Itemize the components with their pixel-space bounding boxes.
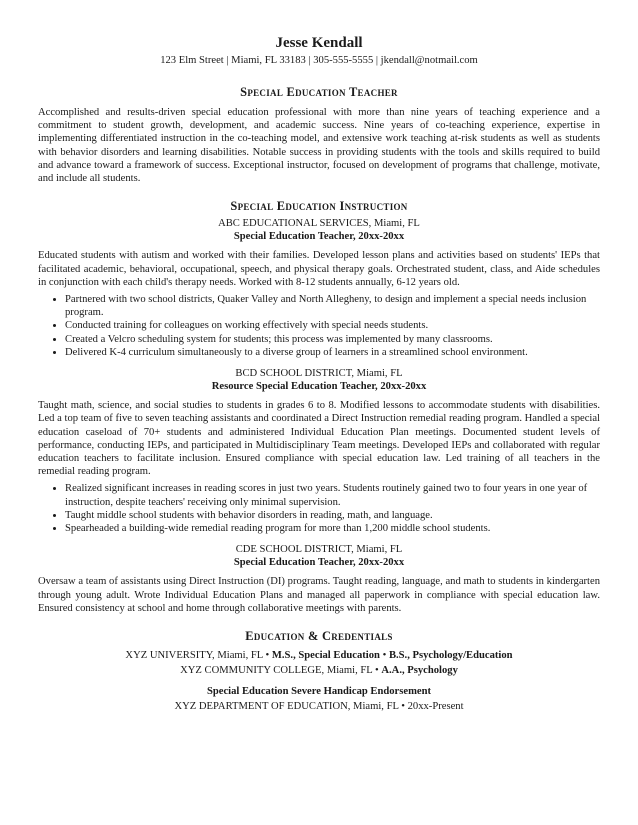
certification-issuer: XYZ DEPARTMENT OF EDUCATION, Miami, FL [174,700,399,712]
candidate-name: Jesse Kendall [275,35,363,51]
job-achievements-list [38,482,600,535]
job-employer: CDE SCHOOL DISTRICT, Miami, FL [235,544,403,556]
degree: A.A., Psychology [381,665,458,677]
list-item: • Realized significant increases in reading scores in just two years. Students routinely gained two to four years in one year of instruction, despite teachers' receiving only minimal supervision. [65,482,600,508]
list-item: • Conducted training for colleagues on working effectively with special needs students. [65,319,600,332]
job-entry-1 [38,218,600,359]
job-role: Special Education Teacher, 20xx-20xx [233,230,405,242]
job-description: Oversaw a team of assistants using Direct Instruction (DI) programs. Taught reading, language, and math to students in kindergarten through young adult. Wrote Individual Education Plans and managed all paperwork in compliance with special education law. Ensured consistency at school and home through collaborative meetings with parents. [38,576,600,614]
job-description: Educated students with autism and worked with their families. Developed lesson plans and activities based on students' IEPs that facilitated academic, behavioral, occupational, speech, and physical therapy goals. Orchestrated student, class, and Aide schedules in conjunction with each child's therapy needs. Worked with 8-12 students annually, 6-12 years old. [38,250,600,288]
bullet-separator: • [265,650,270,662]
job-entry-2 [38,368,600,535]
list-item: • Spearheaded a building-wide remedial reading program for more than 1,200 middle school students. [65,522,600,535]
bullet-separator: • [401,700,405,712]
bullet-separator: • [382,650,387,662]
professional-summary: Accomplished and results-driven special education professional with more than nine years of teaching experience and a commitment to student growth, development, and academic success. Nine years of co-teaching experience, expertise in implementing differentiated instruction in the co-teaching model, and extensive work teaching at-risk students as well as students with behavior disorders and learning disabilities. Notable success in providing students with the tools and skills required to build and advance toward a framework of success. Exceptional instructor, focused on development of programs that challenge, motivate, and include all students. [38,107,600,185]
job-description: Taught math, science, and social studies to students in grades 6 to 8. Modified lessons to accommodate students with disabilities. Led a top team of five to seven teaching assistants and coordinated a Direct Instruction remedial reading program. Handled a special education caseload of 70+ students and administered Individual Education Plan meetings. Documented student levels of performance, conducting IEPs, and participated in Multidisciplinary Team meetings. Developed IEPs and collaborated with regular education teachers to facilitate inclusion. Ensured compliance with special education law. Led training of all teachers in the remedial reading program. [38,400,600,478]
job-employer: ABC EDUCATIONAL SERVICES, Miami, FL [218,218,420,230]
list-item: • Delivered K-4 curriculum simultaneously to a diverse group of learners in a streamlined school environment. [65,346,600,359]
resume-title: Special Education Teacher [240,85,398,99]
job-role: Special Education Teacher, 20xx-20xx [233,556,405,568]
education-heading: Education & Credentials [245,629,393,644]
bullet-separator: • [375,665,379,677]
degree: M.S., Special Education [271,650,380,662]
job-achievements-list [38,293,600,359]
job-entry-3 [38,544,600,615]
job-role: Resource Special Education Teacher, 20xx-20xx [211,380,427,392]
list-item: • Taught middle school students with behavior disorders in reading, math, and language. [65,509,600,522]
school-name: XYZ UNIVERSITY, Miami, FL [125,650,263,662]
certification-issuer-line [38,699,600,714]
school-name: XYZ COMMUNITY COLLEGE, Miami, FL [180,665,373,677]
education-entry-2 [38,663,600,678]
education-entry-1 [38,648,600,663]
certification-title: Special Education Severe Handicap Endorsement [206,685,432,697]
list-item: • Created a Velcro scheduling system for students; this process was implemented by many classrooms. [65,333,600,346]
degree-detail: B.S., Psychology/Education [388,650,513,662]
list-item: • Partnered with two school districts, Quaker Valley and North Allegheny, to design and implement a special needs inclusion program. [65,293,600,319]
certification-dates: 20xx-Present [407,700,464,712]
job-employer: BCD SCHOOL DISTRICT, Miami, FL [235,368,403,380]
experience-heading: Special Education Instruction [230,199,408,214]
contact-line: 123 Elm Street | Miami, FL 33183 | 305-555-5555 | jkendall@notmail.com [160,55,478,66]
